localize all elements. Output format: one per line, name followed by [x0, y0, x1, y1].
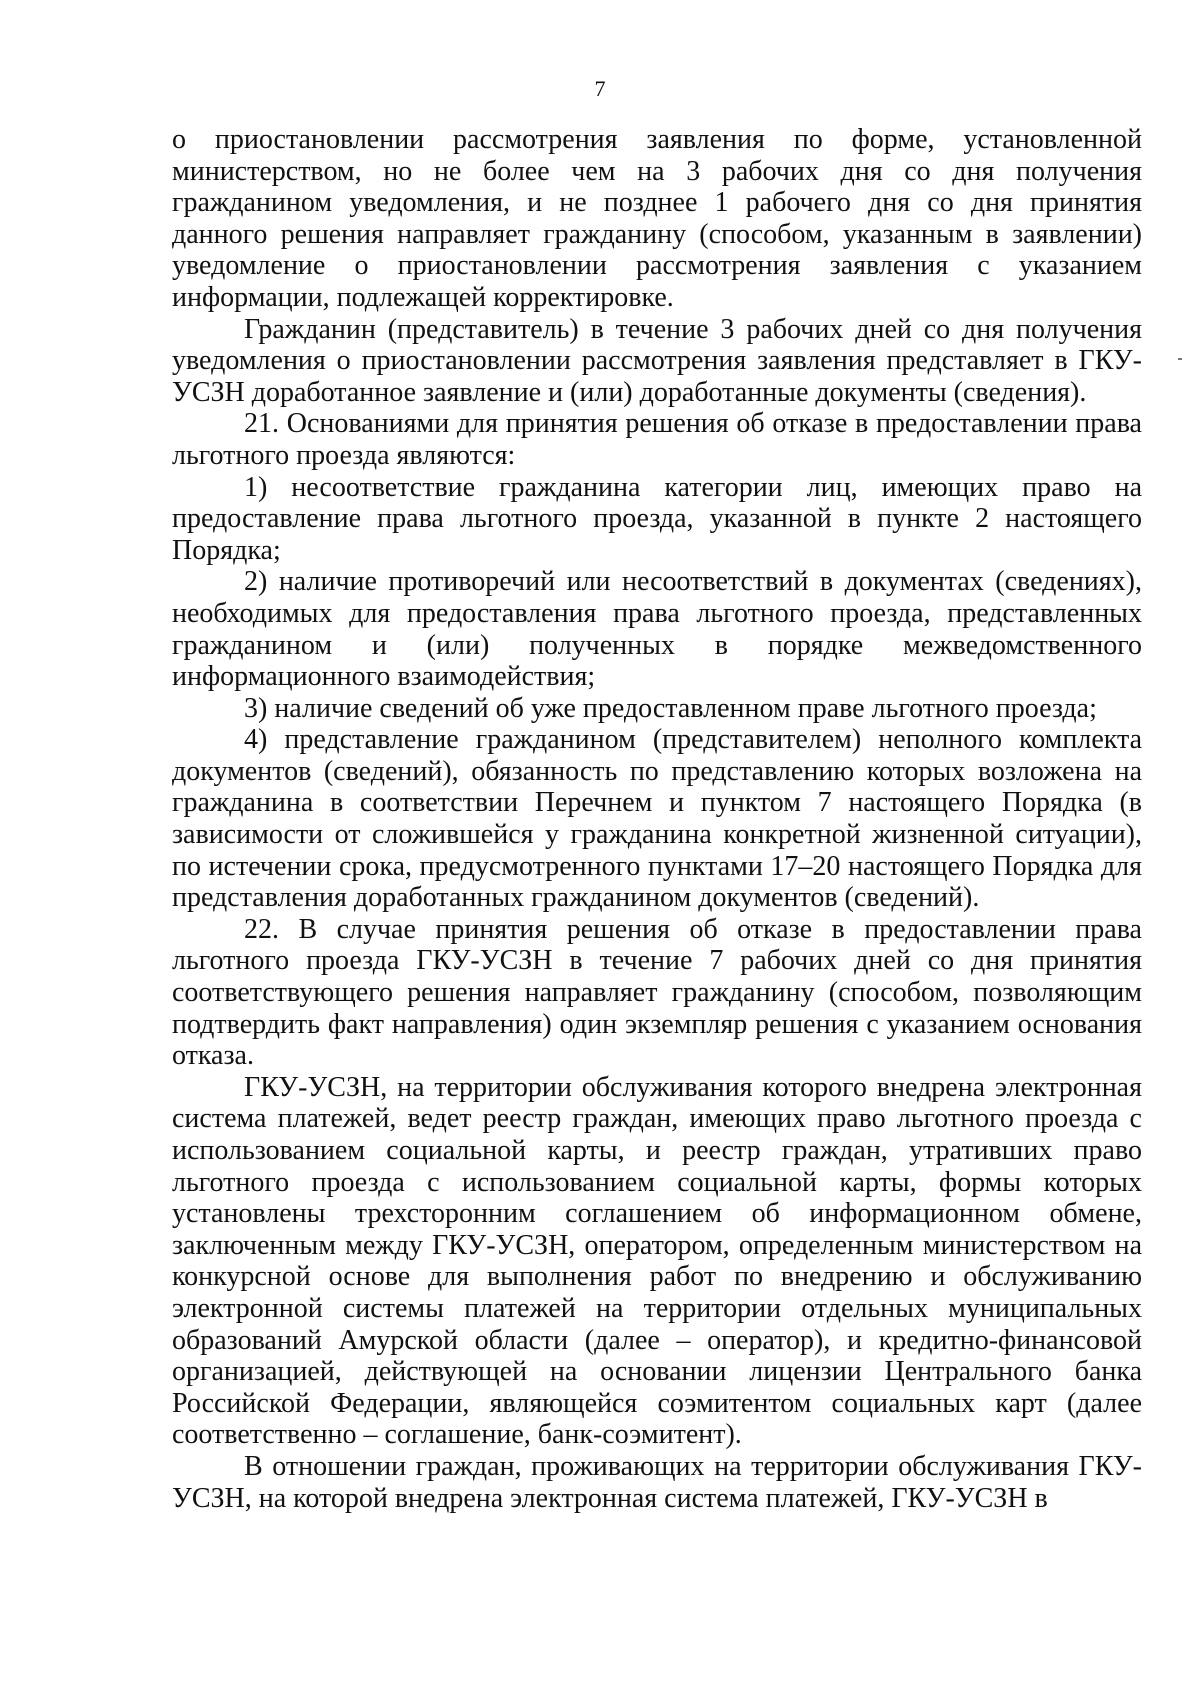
paragraph-item-21: 21. Основаниями для принятия решения об отказе в предоставлении права льготного проезда являются:: [172, 408, 1142, 471]
list-item-21-3: 3) наличие сведений об уже предоставленном праве льготного проезда;: [244, 692, 1097, 724]
paragraph-registry: ГКУ-УСЗН, на территории обслуживания которого внедрена электронная система платежей, ведет реестр граждан, имеющих право льготного проезда с использованием социальной карты, и реестр граждан, утративших право льготного проезда с использованием социальной карты, формы которых установлены трехсторонним соглашением об информационном обмене, заключенным между ГКУ-УСЗН, оператором, определенным министерством на конкурсной основе для выполнения работ по внедрению и обслуживанию электронной системы платежей на территории отдельных муниципальных образований Амурской области (далее – оператор), и кредитно-финансовой организацией, действующей на основании лицензии Центрального банка Российской Федерации, являющейся соэмитентом социальных карт (далее соответственно – соглашение, банк-соэмитент).: [172, 1071, 1142, 1451]
list-item-21-1: 1) несоответствие гражданина категории лиц, имеющих право на предоставление права льготного проезда, указанной в пункте 2 настоящего Порядка;: [172, 471, 1142, 566]
paragraph-citizen-resubmission: Гражданин (представитель) в течение 3 рабочих дней со дня получения уведомления о приостановлении рассмотрения заявления представляет в ГКУ-УСЗН доработанное заявление и (или) доработанные документы (сведения).: [172, 313, 1142, 408]
paragraph-citizens-territory: В отношении граждан, проживающих на территории обслуживания ГКУ-УСЗН, на которой внедрена электронная система платежей, ГКУ-УСЗН в: [172, 1450, 1142, 1514]
paragraph-item-22: 22. В случае принятия решения об отказе в предоставлении права льготного проезда ГКУ-УСЗН в течение 7 рабочих дней со дня принятия соответствующего решения направляет гражданину (способом, позволяющим подтвердить факт направления) один экземпляр решения с указанием основания отказа.: [172, 913, 1142, 1072]
list-item-21-2: 2) наличие противоречий или несоответствий в документах (сведениях), необходимых для предоставления права льготного проезда, представленных гражданином и (или) полученных в порядке межведомственного информационного взаимодействия;: [172, 566, 1142, 693]
scan-margin-mark: [1178, 358, 1182, 360]
list-item-21-4: 4) представление гражданином (представителем) неполного комплекта документов (сведений), обязанность по представлению которых возложена на гражданина в соответствии Перечнем и пунктом 7 настоящего Порядка (в зависимости от сложившейся у гражданина конкретной жизненной ситуации), по истечении срока, предусмотренного пунктами 17–20 настоящего Порядка для представления доработанных гражданином документов (сведений).: [172, 724, 1142, 914]
page-number: 7: [594, 76, 606, 101]
document-body: [172, 124, 1142, 1514]
paragraph-suspension-notice: о приостановлении рассмотрения заявления по форме, установленной министерством, но не более чем на 3 рабочих дня со дня получения гражданином уведомления, и не позднее 1 рабочего дня со дня принятия данного решения направляет гражданину (способом, указанным в заявлении) уведомление о приостановлении рассмотрения заявления с указанием информации, подлежащей корректировке.: [172, 124, 1142, 313]
